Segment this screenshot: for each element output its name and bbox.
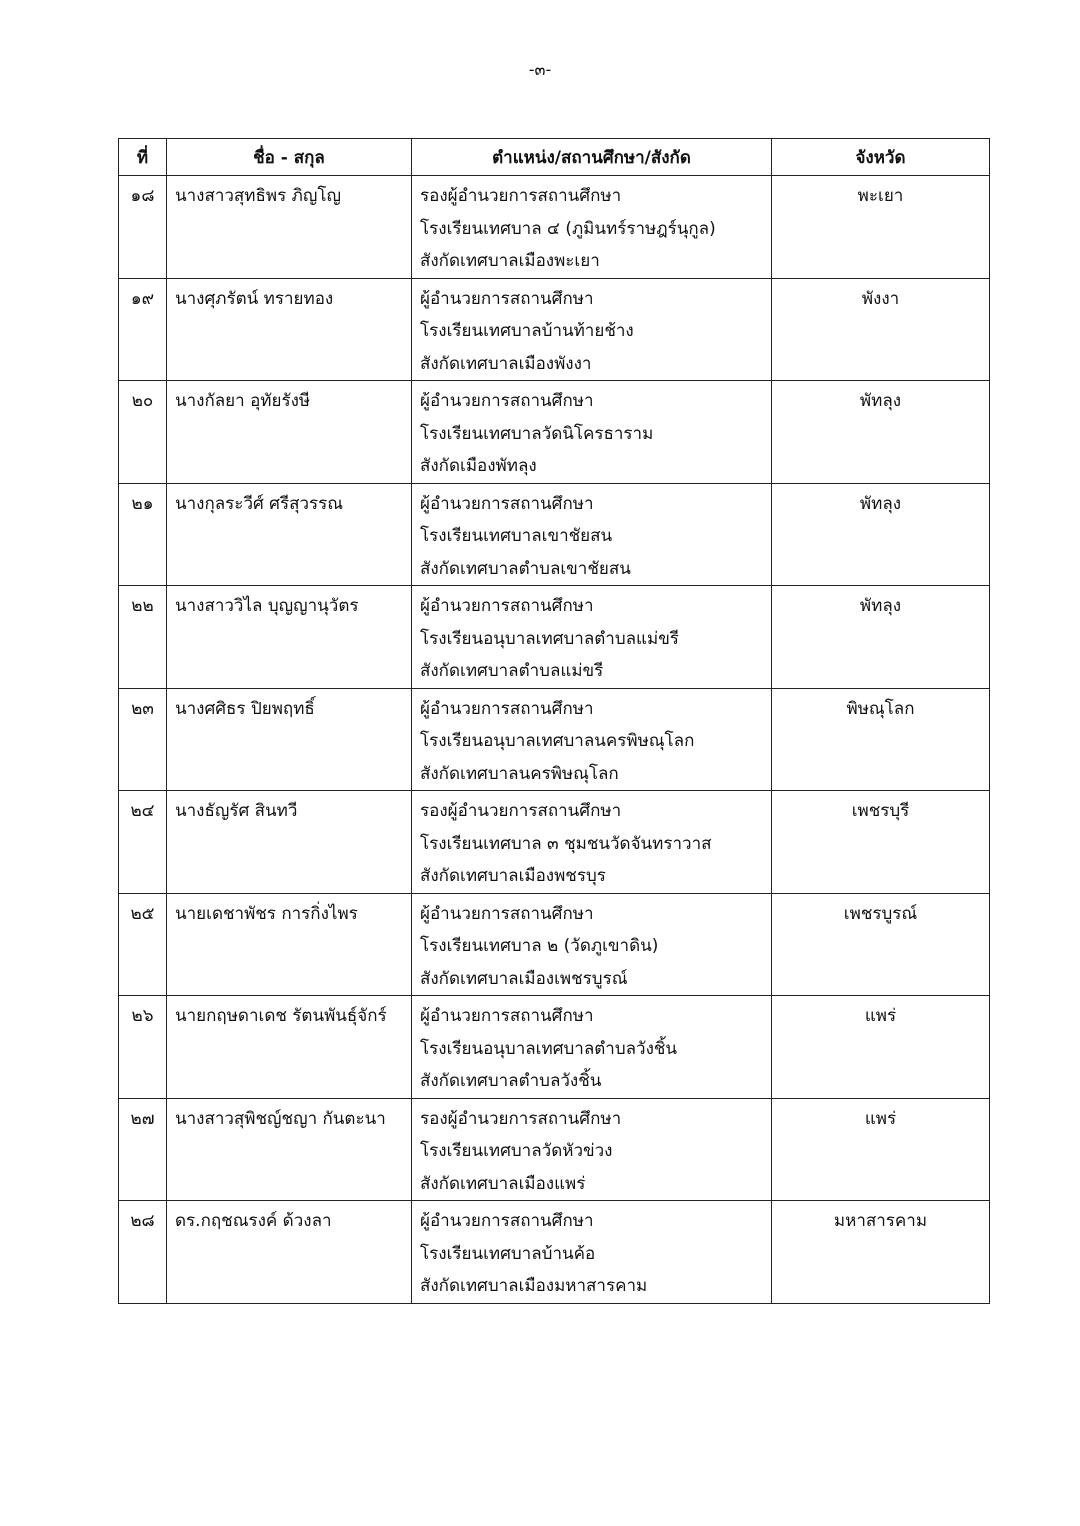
roster-table: [118, 138, 990, 1304]
school-name: โรงเรียนเทศบาลวัดนิโครธาราม: [420, 423, 654, 444]
school-name: โรงเรียนเทศบาล ๒ (วัดภูเขาดิน): [420, 936, 659, 956]
affiliation: สังกัดเทศบาลตำบลแม่ขรี: [420, 661, 604, 681]
person-name: นางธัญรัศ สินทวี: [167, 791, 412, 894]
row-number: ๒๔: [119, 791, 167, 894]
table-row: [119, 688, 990, 791]
province: แพร่: [772, 1098, 990, 1201]
row-number: ๒๘: [119, 1201, 167, 1304]
table-row: [119, 893, 990, 996]
row-number: ๑๙: [119, 278, 167, 381]
row-number: ๒๑: [119, 483, 167, 586]
person-name: นางกุลระวีศ์ ศรีสุวรรณ: [167, 483, 412, 586]
school-name: โรงเรียนอนุบาลเทศบาลตำบลวังชิ้น: [420, 1038, 678, 1059]
position-title: ผู้อำนวยการสถานศึกษา: [420, 391, 594, 411]
province: พังงา: [772, 278, 990, 381]
header-name: ชื่อ - สกุล: [167, 139, 412, 176]
table-row: [119, 176, 990, 279]
header-position: ตำแหน่ง/สถานศึกษา/สังกัด: [412, 139, 772, 176]
province: เพชรบุรี: [772, 791, 990, 894]
province: พัทลุง: [772, 483, 990, 586]
person-name: นางสาวสุทธิพร ภิญโญ: [167, 176, 412, 279]
row-number: ๒๐: [119, 381, 167, 484]
affiliation: สังกัดเทศบาลเมืองพชรบุร: [420, 866, 606, 886]
position-cell: [412, 176, 772, 279]
person-name: นายเดชาพัชร การกิ่งไพร: [167, 893, 412, 996]
person-name: นางศศิธร ปิยพฤทธิ์: [167, 688, 412, 791]
province: พัทลุง: [772, 381, 990, 484]
position-cell: [412, 1098, 772, 1201]
position-cell: [412, 1201, 772, 1304]
school-name: โรงเรียนเทศบาลวัดหัวข่วง: [420, 1141, 613, 1161]
page-number: -๓-: [528, 60, 552, 79]
province: แพร่: [772, 996, 990, 1099]
school-name: โรงเรียนเทศบาล ๔ (ภูมินทร์ราษฎร์นุกูล): [420, 218, 716, 239]
person-name: นายกฤษดาเดช รัตนพันธุ์จักร์: [167, 996, 412, 1099]
person-name: นางสาวสุพิชญ์ชญา กันตะนา: [167, 1098, 412, 1201]
position-cell: [412, 278, 772, 381]
position-cell: [412, 996, 772, 1099]
row-number: ๑๘: [119, 176, 167, 279]
table-row: [119, 1201, 990, 1304]
affiliation: สังกัดเทศบาลตำบลวังชิ้น: [420, 1071, 602, 1091]
affiliation: สังกัดเมืองพัทลุง: [420, 456, 537, 476]
table-header-row: [119, 139, 990, 176]
affiliation: สังกัดเทศบาลนครพิษณุโลก: [420, 763, 619, 784]
affiliation: สังกัดเทศบาลตำบลเขาชัยสน: [420, 558, 631, 579]
province: มหาสารคาม: [772, 1201, 990, 1304]
school-name: โรงเรียนอนุบาลเทศบาลตำบลแม่ขรี: [420, 628, 679, 649]
position-title: ผู้อำนวยการสถานศึกษา: [420, 288, 594, 309]
position-cell: [412, 586, 772, 689]
position-title: ผู้อำนวยการสถานศึกษา: [420, 903, 594, 924]
province: เพชรบูรณ์: [772, 893, 990, 996]
affiliation: สังกัดเทศบาลเมืองเพชรบูรณ์: [420, 968, 628, 989]
table-row: [119, 381, 990, 484]
table-row: [119, 586, 990, 689]
position-title: ผู้อำนวยการสถานศึกษา: [420, 596, 594, 616]
header-no: ที่: [119, 139, 167, 176]
table-row: [119, 996, 990, 1099]
affiliation: สังกัดเทศบาลเมืองพังงา: [420, 353, 592, 374]
position-title: ผู้อำนวยการสถานศึกษา: [420, 1211, 594, 1231]
position-title: ผู้อำนวยการสถานศึกษา: [420, 1006, 594, 1026]
person-name: ดร.กฤชณรงค์ ด้วงลา: [167, 1201, 412, 1304]
school-name: โรงเรียนเทศบาลบ้านค้อ: [420, 1243, 596, 1264]
position-title: รองผู้อำนวยการสถานศึกษา: [420, 1108, 622, 1129]
province: พะเยา: [772, 176, 990, 279]
table-row: [119, 483, 990, 586]
affiliation: สังกัดเทศบาลเมืองพะเยา: [420, 251, 600, 271]
school-name: โรงเรียนเทศบาลเขาชัยสน: [420, 526, 613, 546]
position-cell: [412, 381, 772, 484]
position-title: ผู้อำนวยการสถานศึกษา: [420, 493, 594, 514]
province: พิษณุโลก: [772, 688, 990, 791]
position-cell: [412, 483, 772, 586]
roster-body: [119, 176, 990, 1304]
position-cell: [412, 893, 772, 996]
person-name: นางศุภรัตน์ ทรายทอง: [167, 278, 412, 381]
position-title: รองผู้อำนวยการสถานศึกษา: [420, 186, 622, 206]
position-title: ผู้อำนวยการสถานศึกษา: [420, 698, 594, 719]
affiliation: สังกัดเทศบาลเมืองมหาสารคาม: [420, 1276, 648, 1296]
row-number: ๒๒: [119, 586, 167, 689]
province: พัทลุง: [772, 586, 990, 689]
row-number: ๒๓: [119, 688, 167, 791]
header-province: จังหวัด: [772, 139, 990, 176]
row-number: ๒๗: [119, 1098, 167, 1201]
person-name: นางสาววิไล บุญญานุวัตร: [167, 586, 412, 689]
person-name: นางกัลยา อุทัยรังษี: [167, 381, 412, 484]
table-row: [119, 791, 990, 894]
school-name: โรงเรียนอนุบาลเทศบาลนครพิษณุโลก: [420, 731, 695, 751]
row-number: ๒๕: [119, 893, 167, 996]
affiliation: สังกัดเทศบาลเมืองแพร่: [420, 1173, 586, 1194]
position-title: รองผู้อำนวยการสถานศึกษา: [420, 801, 622, 821]
school-name: โรงเรียนเทศบาลบ้านท้ายช้าง: [420, 321, 634, 341]
position-cell: [412, 791, 772, 894]
table-row: [119, 1098, 990, 1201]
table-row: [119, 278, 990, 381]
row-number: ๒๖: [119, 996, 167, 1099]
position-cell: [412, 688, 772, 791]
school-name: โรงเรียนเทศบาล ๓ ชุมชนวัดจันทราวาส: [420, 833, 712, 854]
